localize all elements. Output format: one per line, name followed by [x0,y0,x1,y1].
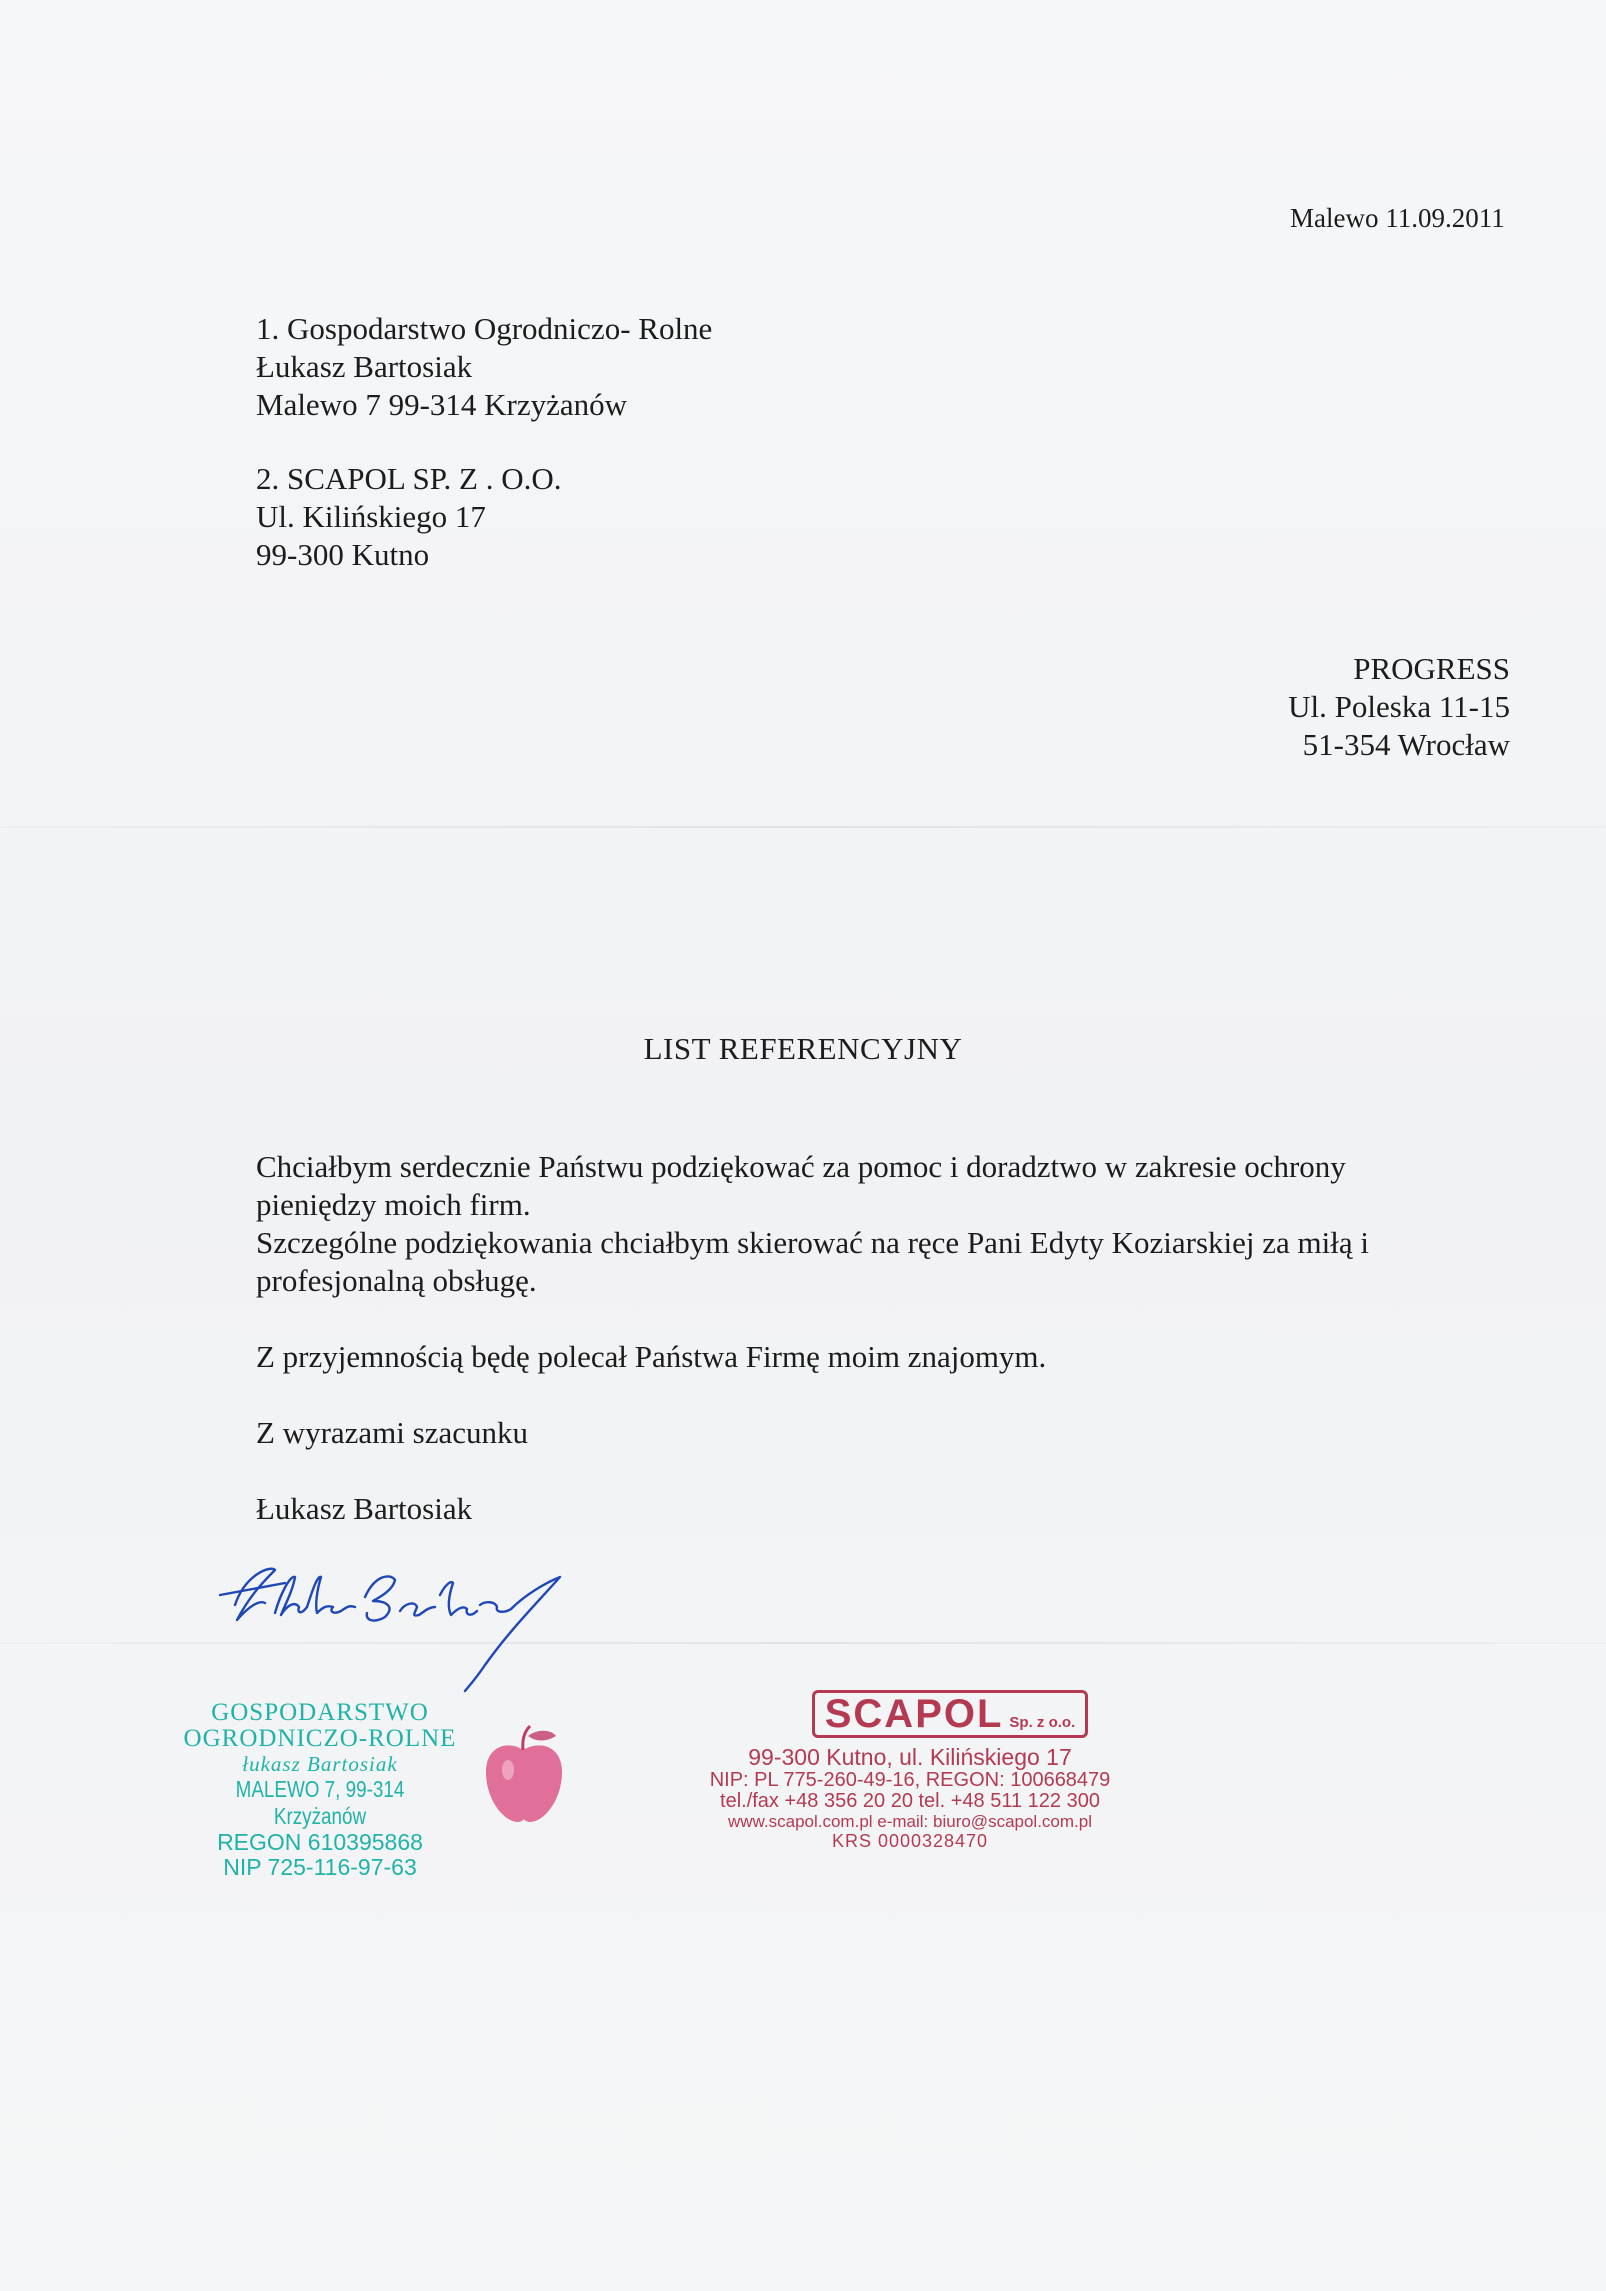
stamp-line: GOSPODARSTWO [211,1699,429,1726]
signatory-name: Łukasz Bartosiak [256,1491,473,1526]
stamp-line: REGON 610395868 [217,1829,423,1855]
address-line: Malewo 7 99-314 Krzyżanów [256,387,628,422]
company-logo [812,1690,1089,1738]
address-line: 2. SCAPOL SP. Z . O.O. [256,461,562,496]
sender-address-2 [256,460,561,574]
address-line: PROGRESS [1353,651,1510,686]
stamp-line: łukasz Bartosiak [242,1752,398,1776]
body-line: Z przyjemnością będę polecał Państwa Firmę moim znajomym. [256,1339,1047,1374]
address-line: 99-300 Kutno [256,537,430,572]
stamp-line: OGRODNICZO-ROLNE [183,1725,457,1752]
stamp-line: NIP: PL 775-260-49-16, REGON: 100668479 [709,1769,1111,1791]
stamp-line: KRS 0000328470 [831,1831,989,1851]
company-stamp [670,1690,1150,1851]
address-line: 51-354 Wrocław [1302,727,1510,762]
address-line: Ul. Kilińskiego 17 [256,499,486,534]
address-line: 1. Gospodarstwo Ogrodniczo- Rolne [256,311,713,346]
stamp-line: www.scapol.com.pl e-mail: biuro@scapol.com.pl [728,1812,1092,1831]
letter-date: Malewo 11.09.2011 [1290,203,1505,233]
letter-body [256,1148,1486,1528]
farm-stamp [160,1700,480,1880]
paper-fold [0,826,1606,828]
address-line: Łukasz Bartosiak [256,349,473,384]
recipient-address [1288,650,1510,764]
apple-icon [478,1722,568,1827]
body-line: profesjonalną obsługę. [256,1263,537,1298]
logo-suffix: Sp. z o.o. [1009,1714,1076,1731]
closing-line: Z wyrazami szacunku [256,1415,528,1450]
stamp-line: MALEWO 7, 99-314 Krzyżanów [235,1776,405,1829]
body-line: Szczególne podziękowania chciałbym skierować na ręce Pani Edyty Koziarskiej za miłą i [256,1225,1369,1260]
address-line: Ul. Poleska 11-15 [1288,689,1510,724]
letter-title: LIST REFERENCYJNY [643,1031,963,1066]
body-line: Chciałbym serdecznie Państwu podziękować za pomoc i doradztwo w zakresie ochrony [256,1149,1346,1184]
body-line: pieniędzy moich firm. [256,1187,531,1222]
stamp-line: tel./fax +48 356 20 20 tel. +48 511 122 300 [720,1790,1100,1812]
handwritten-signature [215,1535,575,1695]
logo-text: SCAPOL [824,1692,1004,1736]
stamp-line: NIP 725-116-97-63 [223,1854,417,1880]
sender-address-1 [256,310,712,424]
stamp-line: 99-300 Kutno, ul. Kilińskiego 17 [748,1744,1072,1770]
